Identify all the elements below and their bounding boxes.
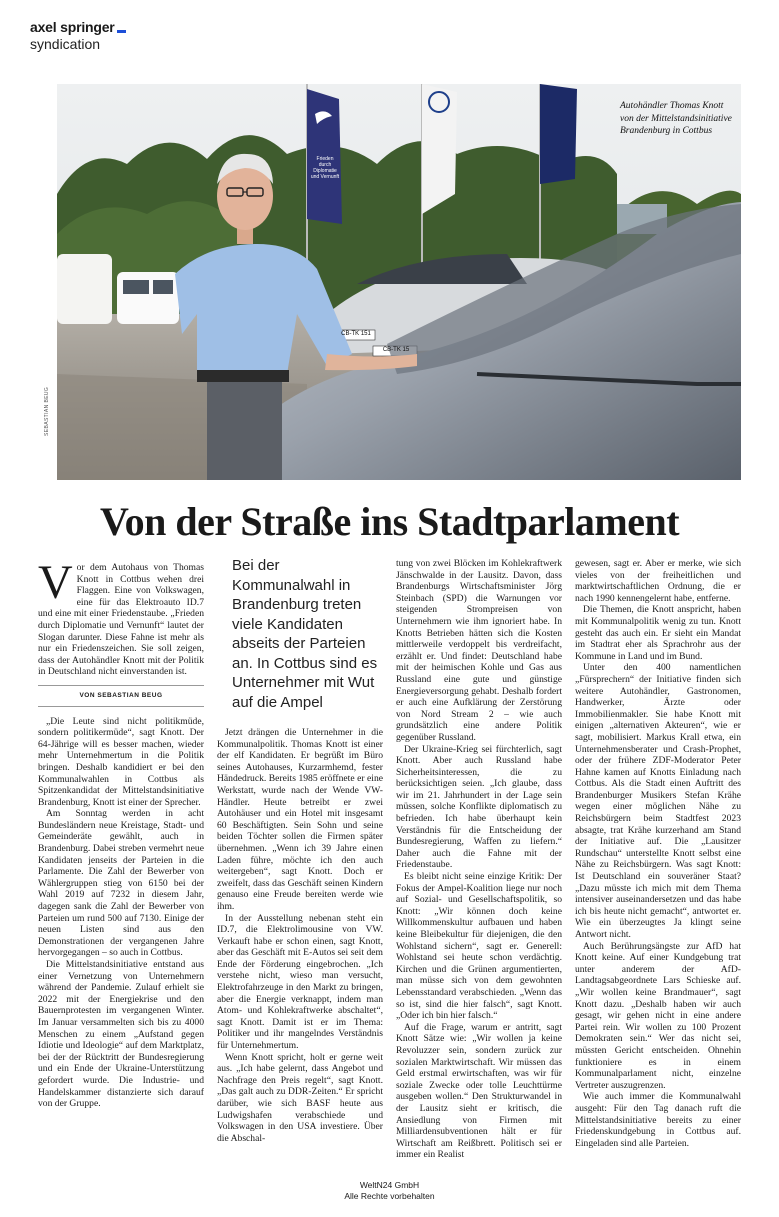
headline: Von der Straße ins Stadtparlament	[99, 499, 680, 544]
logo-accent-bar	[117, 30, 126, 33]
paragraph: Jetzt drängen die Unternehmer in die Kommunalpolitik. Thomas Knott ist einer der elf Kandidaten. Er begrüßt im Büro seines Autohauses, Kurzarmhemd, fester Händedruck. Bereits 1985 eröffnete er eine Werkstatt, wurde nach der Wende VW-Händler. Heute betreibt er zwei Autohäuser und ein Hotel mit insgesamt 60 Beschäftigten. Sein Sohn und seine beiden Töchter sollen die Firmen später übernehmen. „Wenn ich 39 Jahre einen Laden führe, möchte ich den auch weitergeben“, sagt Knott. Doch er zweifelt, dass das Geschäft seinen Kindern genauso eine Freude bereiten werde wie ihm.	[217, 727, 383, 912]
flag-text: Frieden durch Diplomatie und Vernunft	[310, 156, 340, 180]
photo-caption: Autohändler Thomas Knott von der Mittelstandsinitiative Brandenburg in Cottbus	[620, 101, 732, 136]
footer-rights: Alle Rechte vorbehalten	[344, 1191, 435, 1201]
byline: VON SEBASTIAN BEUG	[38, 685, 204, 707]
paragraph: Am Sonntag werden in acht Bundesländern neue Kreistage, Stadt- und Gemeinderäte gewählt, auch in Brandenburg. Dabei streben vermehrt neue Kandidaten jenseits der Parteien in die Parlamente. Die Zahl der Bewerber von Wählergruppen stieg von 6150 bei der Wahl 2019 auf 7232 in diesem Jahr, dagegen sank die Zahl der Bewerber von Parteien um rund 500 auf 7130. Einige der neuen Listen sind aus den Demonstrationen der vergangenen Jahre hervorgegangen – so auch in Cottbus.	[38, 808, 204, 959]
paragraph: Auch Berührungsängste zur AfD hat Knott keine. Auf einer Kundgebung trat unter anderem der AfD-Landtagsabgeordnete Lars Schieske auf. „Wir wollen keine Brandmauer“, sagt Knott dazu. „Deshalb haben wir auch gesagt, wir gehen nicht in eine andere Partei rein. Wir wollen zu 100 Prozent Demokraten sein.“ Wer das nicht sei, müssten Gericht entscheiden. Ohnehin funktioniere es in einem Kommunalparlament nicht, einzelne Vertreter auszugrenzen.	[575, 940, 741, 1091]
photo-illustration	[57, 84, 741, 480]
paragraph: Auf die Frage, warum er antritt, sagt Knott Sätze wie: „Wir wollen ja keine Revoluzzer sein, sondern zurück zur sozialen Marktwirtschaft. Wir müssen das Geld erstmal erwirtschaften, was wir für soziale Zwecke oder tolle Leuchttürme ausgeben wollen.“ Den Strukturwandel in der Lausitz sieht er kritisch, die Ansiedlung von Firmen mit Milliardensubventionen hält er für Wirtschaft am Reißbrett. Politisch sei er immer ein Realist	[396, 1021, 562, 1161]
pull-quote: Bei der Kommunalwahl in Brandenburg treten viele Kandidaten abseits der Parteien an. In Cottbus sind es Unternehmer mit Wut auf die Ampel	[232, 557, 378, 711]
brand-logo	[30, 20, 126, 51]
paragraph: In der Ausstellung nebenan steht ein ID.7, die Elektrolimousine von VW. Verkauft habe er schon einen, sagt Knott, aber das Geschäft mit E-Autos sei seit dem Ende der Förderung eingebrochen. „Ich verstehe nicht, wieso man versucht, Elektrofahrzeuge in den Markt zu bringen, aber die Energie verknappt, indem man Atom- und Kohlekraftwerke abschaltet“, sagt Knott. Damit ist er im Thema: Politiker und ihr mangelndes Verständnis für Unternehmertum.	[217, 912, 383, 1052]
logo-line1: axel springer	[30, 19, 115, 35]
license-plate-1: CB-TK 151	[341, 331, 371, 337]
footer-publisher: WeltN24 GmbH	[359, 1180, 420, 1190]
column-3	[396, 558, 562, 1161]
paragraph: Die Themen, die Knott anspricht, haben mit Kommunalpolitik wenig zu tun. Knott gesteht das auch ein. Er sieht ein Mandat im Stadtrat eher als Sprachrohr aus der Kommune in Land und im Bund.	[575, 604, 741, 662]
paragraph: Unter den 400 namentlichen „Fürsprechern“ der Initiative finden sich weitere Autohändler, Gastronomen, Handwerker, Ärzte oder Immobilienmakler. Sie habe Knott mit einigen „alternativen Akteuren“, wie er sagt, mobilisiert. Markus Krall etwa, ein Unternehmensberater und Crash-Prophet, oder der frühere ZDF-Moderator Peter Hahne kamen auf Knotts Einladung nach Cottbus. Als die Stadt einen Auftritt des Brandenburger Musikers Stefan Krähe wegen einer möglichen Nähe zu Reichsbürgern beim Stadtfest 2023 absagte, trat Krähe kurzerhand am Stand der Initiative auf. Die „Lausitzer Rundschau“ unterstellte Knott selbst eine Nähe zu Reichsbürgern. Was sagt Knott: Ist Deutschland ein souveräner Staat? „Dazu müsste ich mich mit dem Thema intensiver auseinandersetzen und das habe ich bis heute nicht gemacht“, antwortet er. Wie ein überzeugtes Ja klingt seine Antwort nicht.	[575, 662, 741, 940]
paragraph: Die Mittelstandsinitiative entstand aus einer Vernetzung von Unternehmern während der Pandemie. Zulauf erhielt sie 2022 mit der Energiekrise und den Bauernprotesten im vergangenen Winter. Im Januar versammelten sich bis zu 4000 Menschen zu einem „Aufstand gegen Idiotie und Ideologie“ auf dem Marktplatz, bei der der Rücktritt der Bundesregierung und ein Ende der Ukraine-Unterstützung gefordert wurde. Die Industrie- und Handelskammer distanzierte sich darauf von der Gruppe.	[38, 959, 204, 1110]
license-plate-2: CB-TK 15	[382, 347, 410, 353]
article-photo	[57, 84, 741, 480]
photo-credit: SEBASTIAN BEUG	[44, 386, 50, 436]
drop-cap: V	[38, 556, 73, 609]
column-1	[38, 556, 204, 1110]
logo-line2: syndication	[30, 36, 101, 52]
paragraph: Wie auch immer die Kommunalwahl ausgeht: Für den Tag danach ruft die Mittelstandsinitiative bereits zu einer Friedenskundgebung in Cottbus auf. Eingeladen sind alle Parteien.	[575, 1091, 741, 1149]
column-2	[217, 727, 383, 1144]
paragraph: Es bleibt nicht seine einzige Kritik: Der Fokus der Ampel-Koalition liege nur noch auf Sozial- und Gesellschaftspolitik, so Knott: „Wir können doch keine Willkommenskultur aufbauen und haben keine Bleibekultur für diejenigen, die den Wohlstand sichern“, sagt er. Generell: Wohlstand sei heute schon verdächtig. Kirchen und die Grünen argumentierten, man müsse sich von dem gewohnten Lebensstandard verabschieden. „Wenn das so ist, sind die hier falsch“, sagt Knott. „Oder ich bin hier falsch.“	[396, 871, 562, 1022]
paragraph: Der Ukraine-Krieg sei fürchterlich, sagt Knott. Aber auch Russland habe Sicherheitsinteressen, die zu berücksichtigen seien. „Ich glaube, dass wir im 21. Jahrhundert in der Lage sein müssen, solche Konflikte diplomatisch zu befrieden. Ich habe überhaupt kein Verständnis für die Entscheidung der Bundesregierung, Waffen zu liefern.“ Daher auch die Fahne mit der Friedenstaube.	[396, 743, 562, 871]
paragraph: Wenn Knott spricht, holt er gerne weit aus. „Ich habe gelernt, dass Angebot und Nachfrage den Preis regelt“, sagt Knott. „Das galt auch zu DDR-Zeiten.“ Er spricht darüber, wie sich BASF heute aus Ludwigshafen verabschiede und Volkswagen in den USA investiere. Über die Abschal-	[217, 1051, 383, 1144]
paragraph: tung von zwei Blöcken im Kohlekraftwerk Jänschwalde in der Lausitz. Davon, dass Brandenburgs Wirtschaftsminister Jörg Steinbach (SPD) die Warnungen vor steigenden Strompreisen von Unternehmern wie ihm ignoriert habe. In Knotts Betrieben hätten sich die Kosten mittlerweile verdoppelt bis verdreifacht, erzählt er. Und findet: Deutschland habe mit der heimischen Kohle und Gas aus Russland eine gute und günstige Energieversorgung gehabt. Deshalb fordert er auch eine Aufklärung der Zerstörung von Nord Stream 2 – wie auch grundsätzlich eine andere Politik gegenüber Russland.	[396, 558, 562, 743]
column-4	[575, 558, 741, 1149]
lead-paragraph: Vor dem Autohaus von Thomas Knott in Cottbus wehen drei Flaggen. Eine von Volkswagen, eine für das Elektroauto ID.7 und eine mit einer Friedenstaube. „Frieden durch Diplomatie und Vernunft“ lautet der Slogan darunter. Diese Fahne ist mehr als nur ein Friedenszeichen. Sie soll zeigen, dass der Autohändler Knott mit der Politik in Deutschland nicht einverstanden ist.	[38, 556, 204, 678]
footer	[0, 1180, 779, 1202]
paragraph: gewesen, sagt er. Aber er merke, wie sich vieles von der freiheitlichen und marktwirtschaftlichen Ordnung, die er nach 1990 kennengelernt habe, entferne.	[575, 558, 741, 604]
paragraph: „Die Leute sind nicht politikmüde, sondern politikermüde“, sagt Knott. Der 64-Jährige will es besser machen, wieder mehr Unternehmertum in die Politik bringen. Deshalb kandidiert er bei den Kommunalwahlen in Cottbus als Spitzenkandidat der Mittelstandsinitiative Brandenburg, Knott ist einer der Sprecher.	[38, 715, 204, 808]
